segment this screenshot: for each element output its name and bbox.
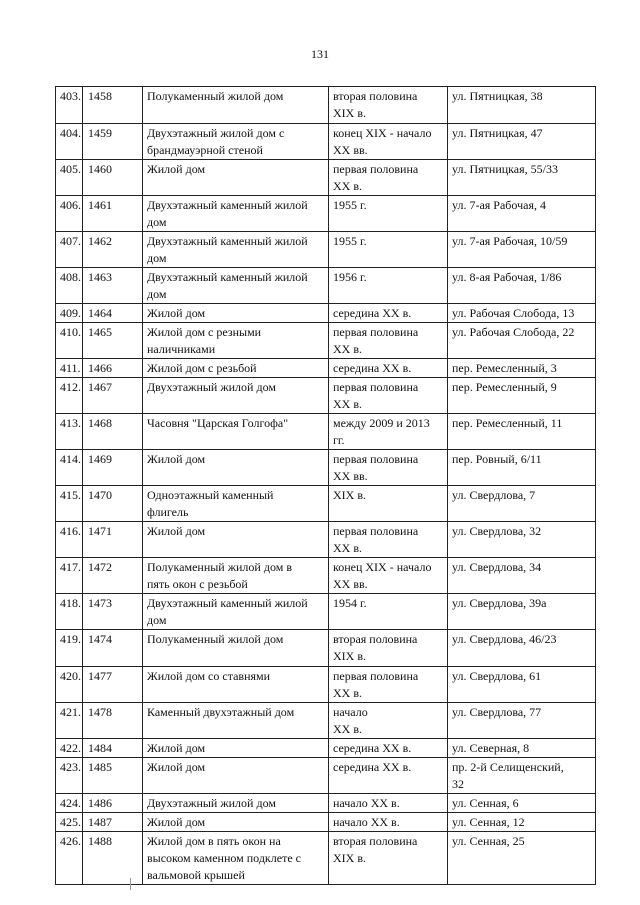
cell-object-name: Полукаменный жилой дом в пять окон с резьбой — [143, 558, 329, 594]
cell-registry-id: 1488 — [83, 832, 143, 885]
cell-row-number: 421. — [56, 703, 83, 739]
cell-object-name: Жилой дом с резными наличниками — [143, 323, 329, 359]
cell-object-name: Двухэтажный каменный жилой дом — [143, 268, 329, 304]
cell-address: ул. Сенная, 6 — [448, 794, 596, 813]
table-row — [56, 813, 596, 832]
cell-row-number: 413. — [56, 414, 83, 450]
cell-object-name: Полукаменный жилой дом — [143, 630, 329, 667]
cell-row-number: 417. — [56, 558, 83, 594]
cell-object-name: Жилой дом со ставнями — [143, 667, 329, 703]
cell-address: пр. 2-й Селищенский, 32 — [448, 758, 596, 794]
cell-row-number: 412. — [56, 378, 83, 414]
cell-row-number: 408. — [56, 268, 83, 304]
cell-row-number: 419. — [56, 630, 83, 667]
cell-registry-id: 1465 — [83, 323, 143, 359]
cell-address: пер. Ремесленный, 9 — [448, 378, 596, 414]
cell-address: ул. Северная, 8 — [448, 739, 596, 758]
table-row — [56, 486, 596, 522]
cell-address: ул. Свердлова, 39а — [448, 594, 596, 630]
cell-dating: 1956 г. — [329, 268, 448, 304]
cell-registry-id: 1461 — [83, 196, 143, 232]
cell-row-number: 418. — [56, 594, 83, 630]
cell-dating: 1955 г. — [329, 232, 448, 268]
cell-registry-id: 1463 — [83, 268, 143, 304]
cell-object-name: Двухэтажный жилой дом — [143, 378, 329, 414]
table-row — [56, 594, 596, 630]
table-row — [56, 630, 596, 667]
cell-object-name: Жилой дом — [143, 813, 329, 832]
cell-object-name: Полукаменный жилой дом — [143, 87, 329, 124]
cell-dating: первая половина XX в. — [329, 378, 448, 414]
cell-dating: первая половина XX в. — [329, 160, 448, 196]
cell-address: ул. Рабочая Слобода, 22 — [448, 323, 596, 359]
cell-registry-id: 1478 — [83, 703, 143, 739]
cell-address: пер. Ремесленный, 3 — [448, 359, 596, 378]
table-row — [56, 522, 596, 558]
scan-mark — [130, 878, 131, 890]
cell-registry-id: 1484 — [83, 739, 143, 758]
cell-object-name: Жилой дом — [143, 304, 329, 323]
table-row — [56, 160, 596, 196]
cell-object-name: Жилой дом — [143, 758, 329, 794]
cell-registry-id: 1468 — [83, 414, 143, 450]
cell-dating: первая половина XX вв. — [329, 450, 448, 486]
cell-object-name: Одноэтажный каменный флигель — [143, 486, 329, 522]
cell-object-name: Жилой дом — [143, 739, 329, 758]
cell-address: пер. Ремесленный, 11 — [448, 414, 596, 450]
cell-address: ул. Свердлова, 32 — [448, 522, 596, 558]
cell-row-number: 425. — [56, 813, 83, 832]
cell-object-name: Двухэтажный жилой дом — [143, 794, 329, 813]
cell-row-number: 411. — [56, 359, 83, 378]
table-row — [56, 323, 596, 359]
cell-dating: вторая половина XIX в. — [329, 87, 448, 124]
cell-dating: первая половина XX в. — [329, 667, 448, 703]
cell-dating: между 2009 и 2013 гг. — [329, 414, 448, 450]
cell-address: ул. 8-ая Рабочая, 1/86 — [448, 268, 596, 304]
table-row — [56, 414, 596, 450]
cell-registry-id: 1469 — [83, 450, 143, 486]
cell-registry-id: 1486 — [83, 794, 143, 813]
table-row — [56, 124, 596, 160]
cell-address: ул. 7-ая Рабочая, 10/59 — [448, 232, 596, 268]
cell-registry-id: 1487 — [83, 813, 143, 832]
table-row — [56, 558, 596, 594]
table-row — [56, 794, 596, 813]
table-row — [56, 87, 596, 124]
cell-object-name: Жилой дом — [143, 522, 329, 558]
cell-row-number: 426. — [56, 832, 83, 885]
cell-address: ул. Свердлова, 61 — [448, 667, 596, 703]
cell-object-name: Часовня "Царская Голгофа" — [143, 414, 329, 450]
table-row — [56, 703, 596, 739]
table-row — [56, 450, 596, 486]
cell-row-number: 404. — [56, 124, 83, 160]
heritage-registry-table — [55, 86, 596, 885]
cell-row-number: 422. — [56, 739, 83, 758]
table-row — [56, 758, 596, 794]
cell-row-number: 414. — [56, 450, 83, 486]
cell-object-name: Жилой дом с резьбой — [143, 359, 329, 378]
cell-row-number: 416. — [56, 522, 83, 558]
cell-object-name: Двухэтажный каменный жилой дом — [143, 196, 329, 232]
cell-object-name: Жилой дом — [143, 160, 329, 196]
cell-address: ул. Свердлова, 7 — [448, 486, 596, 522]
table-row — [56, 232, 596, 268]
cell-object-name: Двухэтажный каменный жилой дом — [143, 232, 329, 268]
cell-dating: 1954 г. — [329, 594, 448, 630]
cell-address: ул. Свердлова, 34 — [448, 558, 596, 594]
cell-row-number: 407. — [56, 232, 83, 268]
cell-registry-id: 1462 — [83, 232, 143, 268]
cell-dating: первая половина XX в. — [329, 323, 448, 359]
cell-registry-id: 1467 — [83, 378, 143, 414]
cell-registry-id: 1473 — [83, 594, 143, 630]
cell-object-name: Двухэтажный жилой дом с брандмауэрной стеной — [143, 124, 329, 160]
cell-registry-id: 1472 — [83, 558, 143, 594]
cell-address: ул. Пятницкая, 38 — [448, 87, 596, 124]
cell-dating: конец XIX - начало XX вв. — [329, 124, 448, 160]
cell-dating: середина XX в. — [329, 758, 448, 794]
cell-dating: середина XX в. — [329, 359, 448, 378]
cell-registry-id: 1466 — [83, 359, 143, 378]
cell-row-number: 415. — [56, 486, 83, 522]
cell-row-number: 405. — [56, 160, 83, 196]
cell-dating: середина XX в. — [329, 304, 448, 323]
cell-row-number: 423. — [56, 758, 83, 794]
cell-row-number: 409. — [56, 304, 83, 323]
cell-dating: XIX в. — [329, 486, 448, 522]
table-row — [56, 304, 596, 323]
cell-address: ул. Пятницкая, 47 — [448, 124, 596, 160]
cell-address: ул. Пятницкая, 55/33 — [448, 160, 596, 196]
table-row — [56, 359, 596, 378]
cell-row-number: 410. — [56, 323, 83, 359]
table-row — [56, 378, 596, 414]
table-body — [56, 87, 596, 885]
cell-address: ул. Сенная, 12 — [448, 813, 596, 832]
cell-registry-id: 1474 — [83, 630, 143, 667]
cell-row-number: 403. — [56, 87, 83, 124]
cell-registry-id: 1485 — [83, 758, 143, 794]
cell-registry-id: 1464 — [83, 304, 143, 323]
cell-registry-id: 1477 — [83, 667, 143, 703]
cell-object-name: Двухэтажный каменный жилой дом — [143, 594, 329, 630]
cell-registry-id: 1470 — [83, 486, 143, 522]
cell-dating: начало XX в. — [329, 813, 448, 832]
cell-dating: начало XX в. — [329, 703, 448, 739]
cell-dating: начало XX в. — [329, 794, 448, 813]
table-row — [56, 196, 596, 232]
cell-registry-id: 1460 — [83, 160, 143, 196]
cell-address: пер. Ровный, 6/11 — [448, 450, 596, 486]
cell-row-number: 406. — [56, 196, 83, 232]
cell-row-number: 424. — [56, 794, 83, 813]
cell-object-name: Жилой дом в пять окон на высоком каменном подклете с вальмовой крышей — [143, 832, 329, 885]
cell-address: ул. Свердлова, 77 — [448, 703, 596, 739]
cell-address: ул. Свердлова, 46/23 — [448, 630, 596, 667]
cell-dating: конец XIX - начало XX вв. — [329, 558, 448, 594]
cell-dating: середина XX в. — [329, 739, 448, 758]
cell-registry-id: 1471 — [83, 522, 143, 558]
table-row — [56, 832, 596, 885]
cell-address: ул. Сенная, 25 — [448, 832, 596, 885]
cell-dating: 1955 г. — [329, 196, 448, 232]
cell-address: ул. 7-ая Рабочая, 4 — [448, 196, 596, 232]
cell-dating: первая половина XX в. — [329, 522, 448, 558]
cell-object-name: Жилой дом — [143, 450, 329, 486]
table-row — [56, 667, 596, 703]
table-row — [56, 739, 596, 758]
cell-row-number: 420. — [56, 667, 83, 703]
cell-dating: вторая половина XIX в. — [329, 630, 448, 667]
page-number: 131 — [311, 47, 329, 61]
cell-registry-id: 1458 — [83, 87, 143, 124]
cell-registry-id: 1459 — [83, 124, 143, 160]
cell-dating: вторая половина XIX в. — [329, 832, 448, 885]
cell-address: ул. Рабочая Слобода, 13 — [448, 304, 596, 323]
table-row — [56, 268, 596, 304]
cell-object-name: Каменный двухэтажный дом — [143, 703, 329, 739]
